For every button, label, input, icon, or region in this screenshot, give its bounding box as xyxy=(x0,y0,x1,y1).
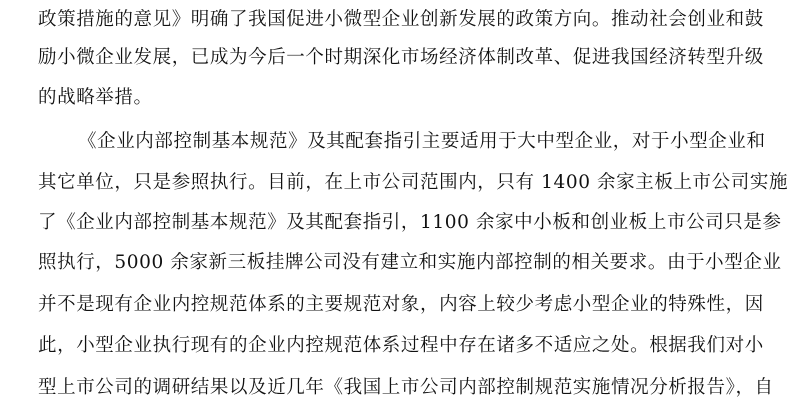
paragraph-2-line-6: 此，小型企业执行现有的企业内控规范体系过程中存在诸多不适应之处。根据我们对小 xyxy=(38,335,764,356)
paragraph-2-line-3: 了《企业内部控制基本规范》及其配套指引，1100 余家中小板和创业板上市公司只是参 xyxy=(38,212,782,233)
paragraph-2-line-4: 照执行，5000 余家新三板挂牌公司没有建立和实施内部控制的相关要求。由于小型企业 xyxy=(38,252,782,273)
paragraph-1-line-2: 励小微企业发展，已成为今后一个时期深化市场经济体制改革、促进我国经济转型升级 xyxy=(38,47,764,68)
paragraph-2-line-5: 并不是现有企业内控规范体系的主要规范对象，内容上较少考虑小型企业的特殊性，因 xyxy=(38,294,764,315)
paragraph-2-line-1: 《企业内部控制基本规范》及其配套指引主要适用于大中型企业，对于小型企业和 xyxy=(78,131,766,152)
paragraph-2-line-7: 型上市公司的调研结果以及近几年《我国上市公司内部控制规范实施情况分析报告》，自 xyxy=(38,377,774,398)
paragraph-1-line-1: 政策措施的意见》明确了我国促进小微型企业创新发展的政策方向。推动社会创业和鼓 xyxy=(38,9,764,30)
paragraph-2-line-2: 其它单位，只是参照执行。目前，在上市公司范围内，只有 1400 余家主板上市公司实施 xyxy=(38,172,789,193)
paragraph-1-line-3: 的战略举措。 xyxy=(38,87,153,108)
